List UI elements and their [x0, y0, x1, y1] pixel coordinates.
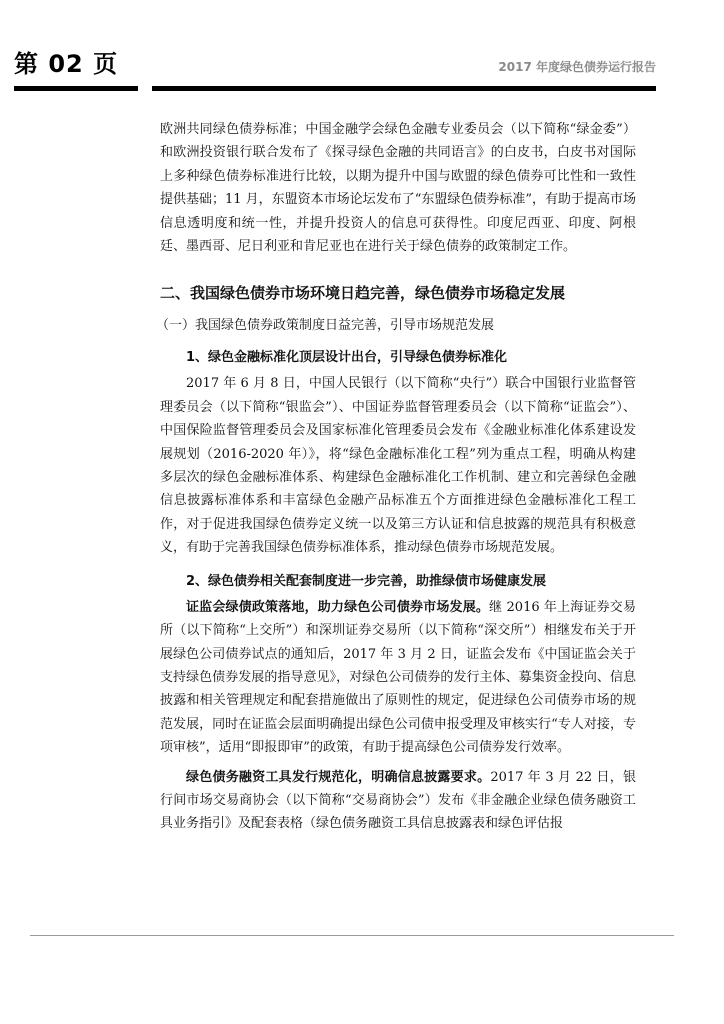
page-number: 第 02 页 — [14, 50, 119, 78]
document-body — [156, 118, 636, 836]
subsection-heading: （一）我国绿色债券政策制度日益完善，引导市场规范发展 — [156, 318, 495, 334]
item1-paragraph: 2017 年 6 月 8 日，中国人民银行（以下简称“央行”）联合中国银行业监督管理委员会（以下简称“银监会”）、中国证券监督管理委员会（以下简称“证监会”）、中国保险监督管理委员会及国家标准化管理委员会发布《金融业标准化体系建设发展规划（2016-2020 年）》，将“绿色金融标准化工程”列为重点工程，明确从构建多层次的绿色金融标准体系、构建绿色金融标准化工作机制、建立和完善绿色金融信息披露标准体系和丰富绿色金融产品标准五个方面推进绿色金融标准化工程工作，对于促进我国绿色债券定义统一以及第三方认证和信息披露的规范具有积极意义，有助于完善我国绿色债券标准体系，推动绿色债券市场规范发展。 — [160, 376, 636, 556]
intro-paragraph: 欧洲共同绿色债券标准；中国金融学会绿色金融专业委员会（以下简称“绿金委”）和欧洲投资银行联合发布了《探寻绿色金融的共同语言》的白皮书，白皮书对国际上多种绿色债券标准进行比较，以期为提升中国与欧盟的绿色债券可比性和一致性提供基础；11 月，东盟资本市场论坛发布了“东盟绿色债券标准”，有助于提高市场信息透明度和统一性，并提升投资人的信息可获得性。印度尼西亚、印度、阿根廷、墨西哥、尼日利亚和肯尼亚也在进行关于绿色债券的政策制定工作。 — [160, 122, 636, 255]
item2-paragraph-1 — [160, 596, 636, 760]
item2-p1-body: 继 2016 年上海证券交易所（以下简称“上交所”）和深圳证券交易所（以下简称“深交所”）相继发布关于开展绿色公司债券试点的通知后，2017 年 3 月 2 日，证监会发布《中国证监会关于支持绿色债券发展的指导意见》，对绿色公司债券的发行主体、募集资金投向、信息披露和相关管理规定和配套措施做出了原则性的规定，促进绿色公司债券市场的规范发展，同时在证监会层面明确提出绿色公司债申报受理及审核实行“专人对接，专项审核”，适用“即报即审”的政策，有助于提高绿色公司债券发行效率。 — [160, 599, 636, 756]
item2-p1-lead: 证监会绿债政策落地，助力绿色公司债券市场发展。 — [186, 599, 490, 615]
item2-heading: 2、绿色债券相关配套制度进一步完善，助推绿债市场健康发展 — [186, 573, 547, 589]
item2-p2-lead: 绿色债务融资工具发行规范化，明确信息披露要求。 — [186, 769, 491, 785]
page-header — [0, 0, 724, 95]
header-rule-left — [14, 86, 138, 91]
item2-p2-body: 2017 年 3 月 22 日，银行间市场交易商协会（以下简称“交易商协会”）发布《非金融企业绿色债务融资工具业务指引》及配套表格（绿色债务融资工具信息披露表和绿色评估报 — [160, 769, 636, 832]
item1-heading: 1、绿色金融标准化顶层设计出台，引导绿色债券标准化 — [186, 350, 508, 366]
item2-paragraph-2 — [160, 766, 636, 836]
footer-rule — [30, 935, 674, 936]
header-rule-right — [152, 86, 656, 91]
report-title: 2017 年度绿色债券运行报告 — [498, 60, 656, 74]
section-heading: 二、我国绿色债券市场环境日趋完善，绿色债券市场稳定发展 — [160, 284, 566, 303]
